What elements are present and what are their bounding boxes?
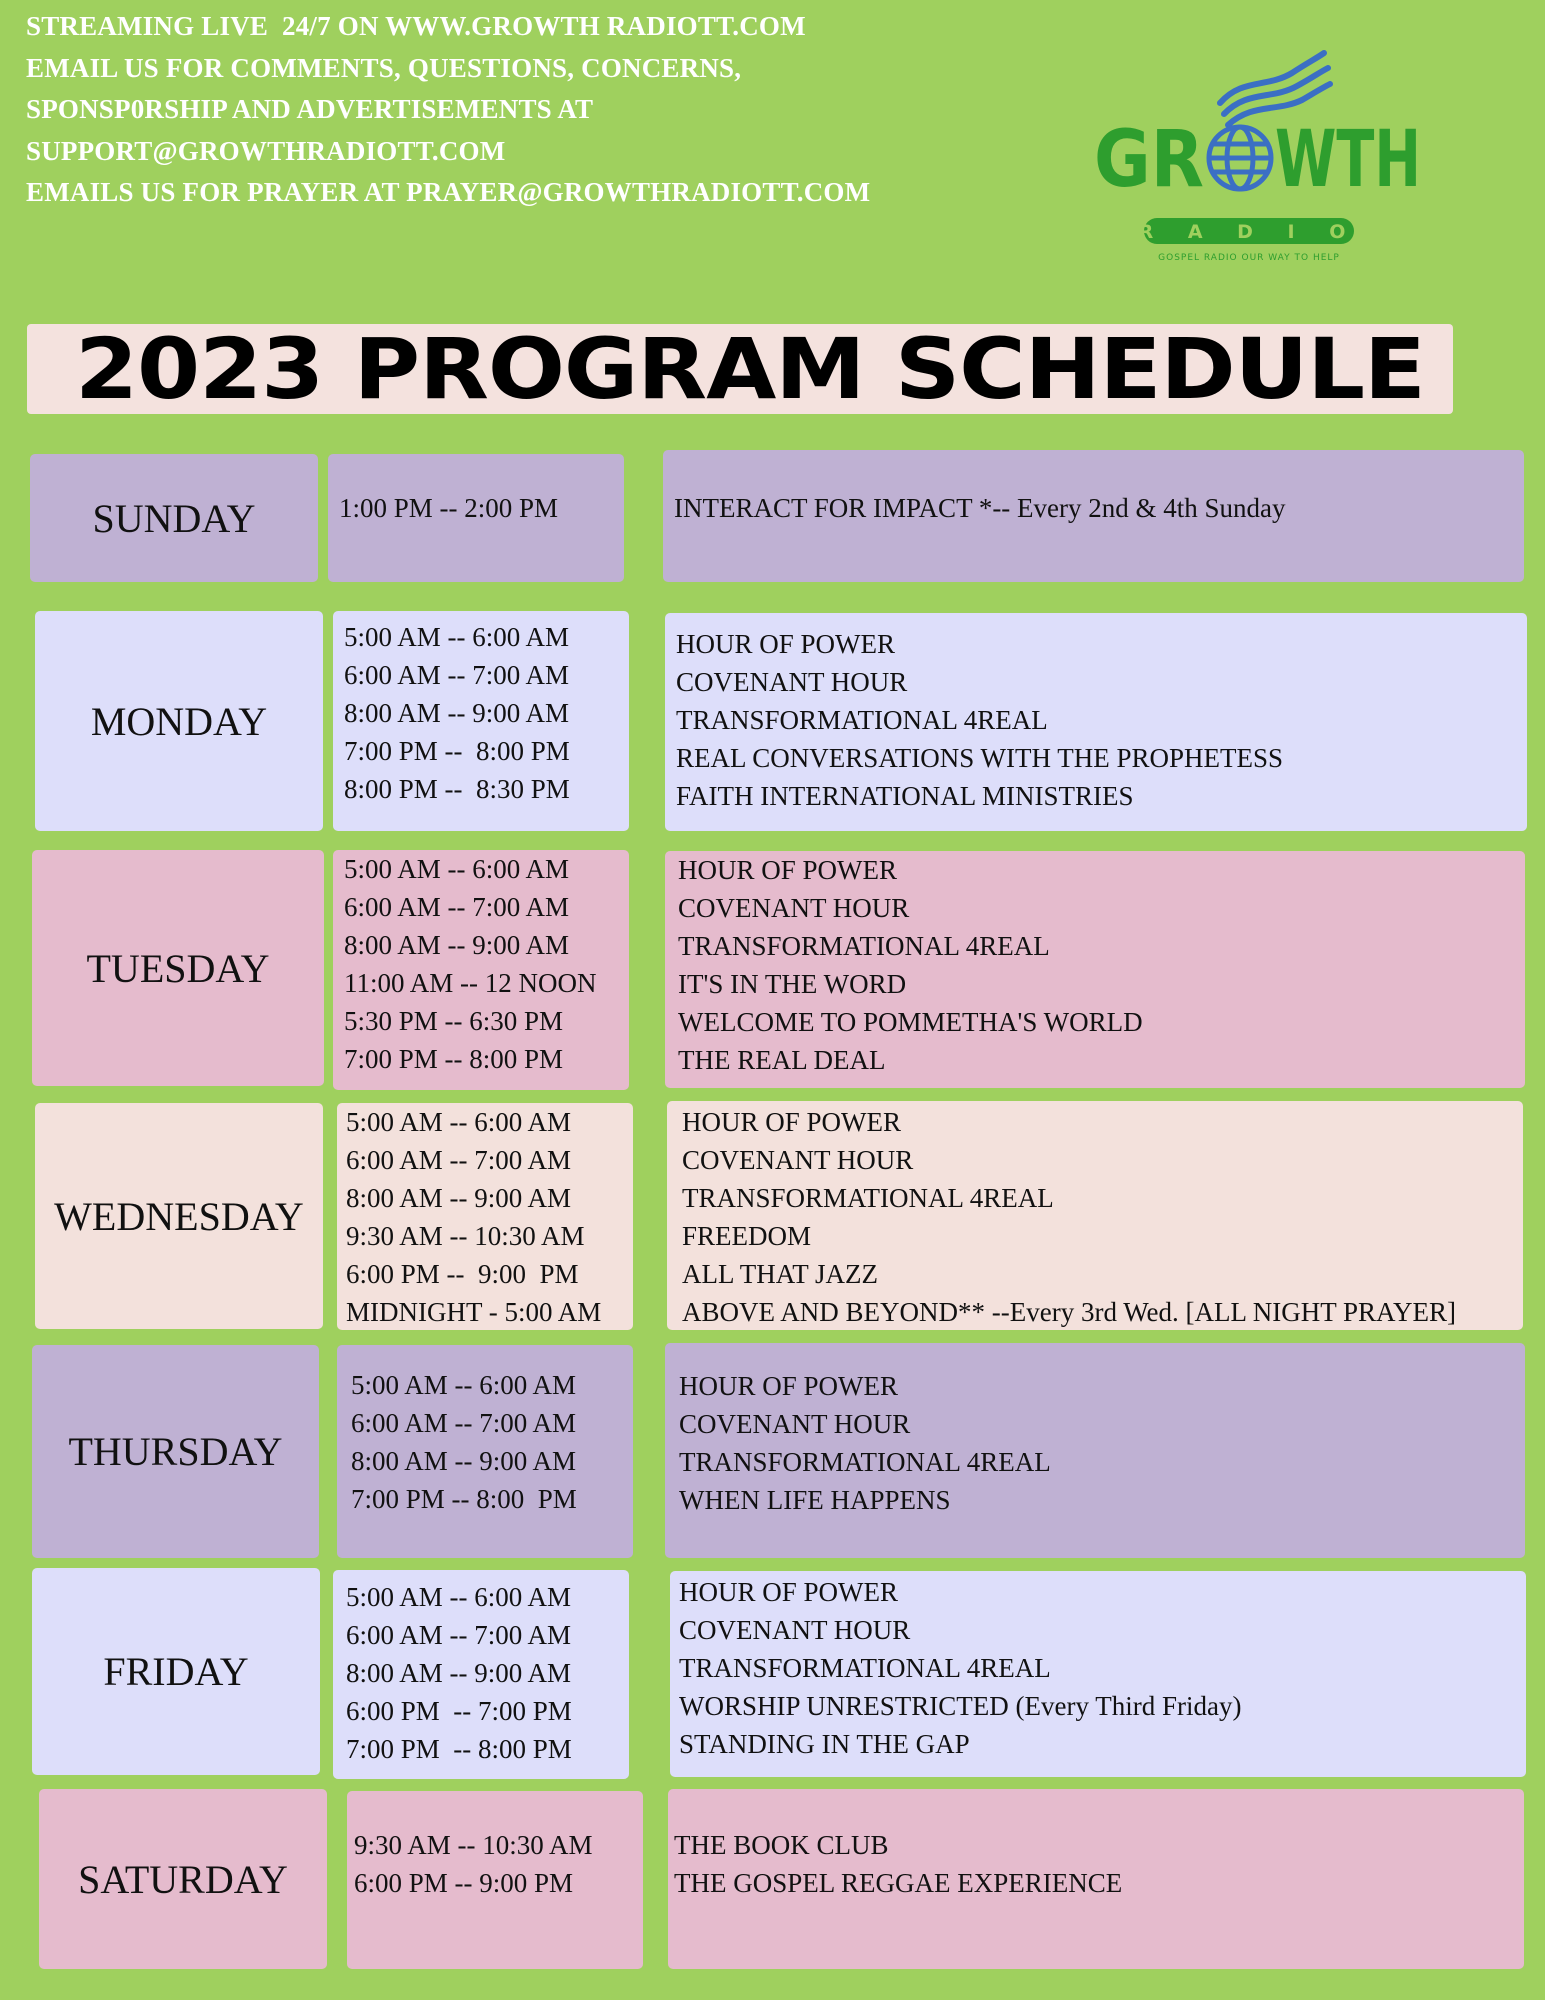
logo-tagline: GOSPEL RADIO OUR WAY TO HELP — [1158, 253, 1340, 263]
program-item: COVENANT HOUR — [682, 1145, 914, 1175]
time-slot: 5:00 AM -- 6:00 AM — [351, 1370, 577, 1400]
program-item: IT'S IN THE WORD — [678, 969, 907, 999]
program-item: COVENANT HOUR — [678, 893, 910, 923]
time-slot: 8:00 AM -- 9:00 AM — [351, 1446, 577, 1476]
time-list-tuesday — [333, 850, 629, 1090]
program-item: HOUR OF POWER — [676, 629, 896, 659]
program-item: FREEDOM — [682, 1221, 812, 1251]
page-title: 2023 PROGRAM SCHEDULE — [75, 320, 1425, 418]
time-slot: 8:00 PM -- 8:30 PM — [344, 774, 570, 804]
time-slot: 8:00 AM -- 9:00 AM — [346, 1658, 572, 1688]
program-item: TRANSFORMATIONAL 4REAL — [679, 1447, 1051, 1477]
time-slot: MIDNIGHT - 5:00 AM — [346, 1297, 602, 1327]
program-item: HOUR OF POWER — [678, 855, 898, 885]
time-slot: 5:00 AM -- 6:00 AM — [346, 1107, 572, 1137]
time-slot: 5:00 AM -- 6:00 AM — [346, 1582, 572, 1612]
time-slot: 1:00 PM -- 2:00 PM — [339, 493, 559, 523]
logo-radio-text: R A D I O — [1138, 221, 1360, 243]
time-slot: 6:00 AM -- 7:00 AM — [346, 1145, 572, 1175]
time-slot: 7:00 PM -- 8:00 PM — [344, 736, 570, 766]
time-list-thursday — [337, 1345, 633, 1558]
time-slot: 7:00 PM -- 8:00 PM — [346, 1734, 572, 1764]
program-item: TRANSFORMATIONAL 4REAL — [682, 1183, 1054, 1213]
day-label-monday: MONDAY — [35, 611, 323, 831]
day-label-saturday: SATURDAY — [39, 1789, 327, 1969]
time-slot: 8:00 AM -- 9:00 AM — [344, 930, 570, 960]
time-list-saturday — [347, 1791, 643, 1969]
time-slot: 9:30 AM -- 10:30 AM — [346, 1221, 585, 1251]
program-list-sunday — [663, 450, 1524, 582]
time-slot: 5:30 PM -- 6:30 PM — [344, 1006, 564, 1036]
header-line: EMAIL US FOR COMMENTS, QUESTIONS, CONCERNS, — [26, 52, 742, 83]
day-label-friday: FRIDAY — [32, 1568, 320, 1775]
header-contact-info — [26, 6, 870, 214]
program-item: REAL CONVERSATIONS WITH THE PROPHETESS — [676, 743, 1284, 773]
time-list-friday — [333, 1570, 629, 1779]
header-line: STREAMING LIVE 24/7 ON WWW.GROWTH RADIOTT.COM — [26, 11, 806, 41]
day-label-wednesday: WEDNESDAY — [35, 1103, 323, 1329]
time-slot: 5:00 AM -- 6:00 AM — [344, 854, 570, 884]
time-slot: 6:00 PM -- 9:00 PM — [354, 1868, 574, 1898]
program-item: WHEN LIFE HAPPENS — [679, 1485, 951, 1515]
logo-word-left: GR — [1094, 115, 1204, 205]
program-item: INTERACT FOR IMPACT *-- Every 2nd & 4th Sunday — [674, 493, 1286, 523]
program-item: THE REAL DEAL — [678, 1045, 886, 1075]
program-item: ALL THAT JAZZ — [682, 1259, 878, 1289]
time-slot: 6:00 AM -- 7:00 AM — [344, 660, 570, 690]
time-slot: 11:00 AM -- 12 NOON — [344, 968, 597, 998]
time-slot: 6:00 AM -- 7:00 AM — [351, 1408, 577, 1438]
program-list-wednesday — [667, 1101, 1523, 1330]
time-list-wednesday — [337, 1103, 633, 1330]
time-slot: 8:00 AM -- 9:00 AM — [344, 698, 570, 728]
header-line: EMAILS US FOR PRAYER AT PRAYER@GROWTHRADIOTT.COM — [26, 177, 871, 207]
time-list-sunday — [328, 454, 624, 582]
time-slot: 8:00 AM -- 9:00 AM — [346, 1183, 572, 1213]
program-list-saturday — [668, 1789, 1524, 1969]
program-item: COVENANT HOUR — [676, 667, 908, 697]
day-label-sunday: SUNDAY — [30, 454, 318, 582]
program-item: COVENANT HOUR — [679, 1615, 911, 1645]
time-slot: 7:00 PM -- 8:00 PM — [344, 1044, 564, 1074]
title-banner — [27, 320, 1453, 418]
time-slot: 6:00 PM -- 9:00 PM — [346, 1259, 579, 1289]
header-line: SPONSP0RSHIP AND ADVERTISEMENTS AT — [26, 94, 594, 124]
program-item: FAITH INTERNATIONAL MINISTRIES — [676, 781, 1134, 811]
time-list-monday — [333, 611, 629, 831]
program-item: TRANSFORMATIONAL 4REAL — [676, 705, 1048, 735]
time-slot: 5:00 AM -- 6:00 AM — [344, 622, 570, 652]
header-line: SUPPORT@GROWTHRADIOTT.COM — [26, 135, 506, 166]
logo-word-right: WTH — [1275, 115, 1421, 205]
globe-icon — [1209, 127, 1271, 189]
time-slot: 7:00 PM -- 8:00 PM — [351, 1484, 577, 1514]
program-item: HOUR OF POWER — [682, 1107, 902, 1137]
program-item: THE GOSPEL REGGAE EXPERIENCE — [674, 1868, 1123, 1898]
program-item: WELCOME TO POMMETHA'S WORLD — [678, 1007, 1143, 1037]
program-list-tuesday — [665, 851, 1525, 1088]
time-slot: 9:30 AM -- 10:30 AM — [354, 1830, 593, 1860]
program-item: STANDING IN THE GAP — [679, 1729, 970, 1759]
time-slot: 6:00 AM -- 7:00 AM — [344, 892, 570, 922]
program-list-friday — [670, 1571, 1526, 1777]
program-item: HOUR OF POWER — [679, 1371, 899, 1401]
growth-radio-logo — [1092, 48, 1422, 268]
program-item: COVENANT HOUR — [679, 1409, 911, 1439]
program-list-thursday — [665, 1343, 1525, 1558]
program-item: ABOVE AND BEYOND** --Every 3rd Wed. [ALL NIGHT PRAYER] — [682, 1297, 1457, 1327]
program-item: TRANSFORMATIONAL 4REAL — [678, 931, 1050, 961]
time-slot: 6:00 AM -- 7:00 AM — [346, 1620, 572, 1650]
time-slot: 6:00 PM -- 7:00 PM — [346, 1696, 572, 1726]
program-item: WORSHIP UNRESTRICTED (Every Third Friday) — [679, 1691, 1242, 1721]
program-list-monday — [665, 613, 1527, 831]
day-label-tuesday: TUESDAY — [32, 850, 324, 1086]
program-item: TRANSFORMATIONAL 4REAL — [679, 1653, 1051, 1683]
day-label-thursday: THURSDAY — [32, 1345, 319, 1558]
program-item: THE BOOK CLUB — [674, 1830, 889, 1860]
program-item: HOUR OF POWER — [679, 1577, 899, 1607]
